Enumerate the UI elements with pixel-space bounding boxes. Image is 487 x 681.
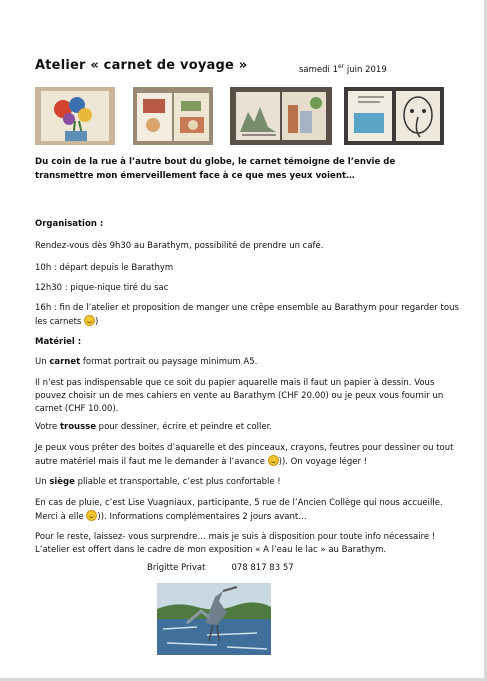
phone-number: 078 817 83 57 [231, 563, 294, 573]
smiley-icon [84, 315, 95, 326]
organisation-heading: Organisation : [35, 219, 104, 229]
depart-line: 10h : départ depuis le Barathym [35, 263, 174, 273]
smiley-icon [86, 510, 97, 521]
preter-paragraph: Je peux vous prêter des boites d’aquarelle et des pinceaux, crayons, feutres pour dessiner ou tout autre matériel mais il faut me le demander à l’avance )). On voyage léger ! [35, 443, 454, 467]
carnet-line: Un carnet format portrait ou paysage minimum A5. [35, 357, 258, 367]
reste-line: Pour le reste, laissez- vous surprendre… mais je suis à disposition pour toute info nécessaire ! [35, 532, 436, 542]
notebook-pages-photo [133, 87, 213, 145]
author-name: Brigitte Privat [147, 563, 206, 573]
materiel-heading: Matériel : [35, 337, 82, 347]
elephant-sketch-photo [344, 87, 444, 145]
page-title: Atelier « carnet de voyage » [35, 58, 248, 73]
siege-line: Un siège pliable et transportable, c’est plus confortable ! [35, 477, 281, 487]
picnic-line: 12h30 : pique-nique tiré du sac [35, 283, 169, 293]
watercolor-town-photo [230, 87, 332, 145]
intro-paragraph: Du coin de la rue à l’autre bout du globe, le carnet témoigne de l’envie de transmettre mon émerveillement face à ce que mes yeux voient… [35, 157, 396, 181]
papier-paragraph: Il n’est pas indispensable que ce soit du papier aquarelle mais il faut un papier à dessin. Vous pouvez choisir un de mes cahiers en vente au Barathym (CHF 20.00) ou je peux vous fournir un carnet (CHF 10.00). [35, 378, 444, 414]
fin-line: 16h : fin de l’atelier et proposition de manger une crêpe ensemble au Barathym pour regarder tous les carnets ) [35, 303, 459, 327]
bouquet-sketch-photo [35, 87, 115, 145]
event-date: samedi 1er juin 2019 [299, 63, 387, 75]
smiley-icon [268, 455, 279, 466]
signature-line [147, 563, 294, 573]
heron-lake-painting [157, 583, 271, 655]
trousse-line: Votre trousse pour dessiner, écrire et peindre et coller. [35, 422, 272, 432]
expo-line: L’atelier est offert dans le cadre de mon exposition « A l’eau le lac » au Barathym. [35, 545, 387, 555]
rendezvous-line: Rendez-vous dès 9h30 au Barathym, possibilité de prendre un café. [35, 241, 324, 251]
pluie-paragraph: En cas de pluie, c’est Lise Vuagniaux, participante, 5 rue de l’Ancien Collège qui nous accueille. Merci à elle )). Informations complémentaires 2 jours avant… [35, 498, 443, 522]
